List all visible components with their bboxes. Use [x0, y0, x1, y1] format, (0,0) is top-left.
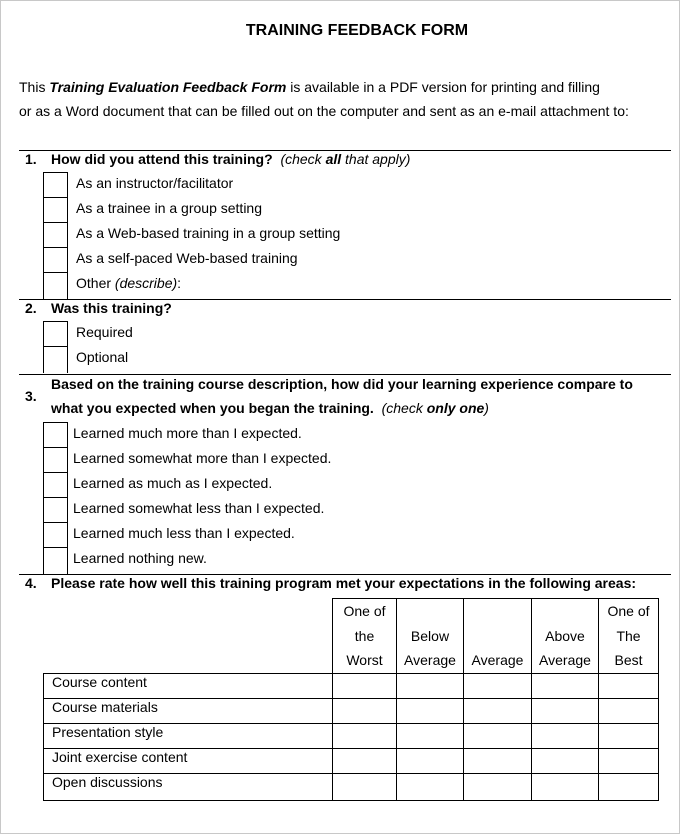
rating-cell[interactable] [333, 723, 397, 748]
rating-cell[interactable] [532, 673, 599, 698]
rating-cell[interactable] [464, 673, 532, 698]
rating-cell[interactable] [464, 773, 532, 800]
table-row [44, 698, 659, 723]
q3-option-text: Learned somewhat more than I expected. [73, 450, 332, 466]
rating-cell[interactable] [333, 673, 397, 698]
q3-option-text: Learned much less than I expected. [73, 525, 295, 541]
header-line: Below [410, 627, 450, 644]
q2-text: Was this training? [51, 300, 172, 316]
rating-table [43, 598, 659, 801]
q2-option-label [76, 320, 133, 345]
rating-cell[interactable] [599, 773, 659, 800]
rating-column-header [333, 599, 397, 674]
q3-option-label [73, 421, 302, 446]
row-label: Course content [44, 673, 333, 698]
q2-option-text: Required [76, 324, 133, 340]
rating-column-header [397, 599, 464, 674]
table-header-blank [44, 599, 333, 674]
header-line: One of [343, 603, 386, 619]
checkbox[interactable] [43, 547, 68, 574]
rating-cell[interactable] [599, 748, 659, 773]
q1-option-label [76, 246, 298, 271]
q1-option-text: Other [76, 275, 115, 291]
intro-line-1 [19, 79, 600, 95]
rating-cell[interactable] [599, 673, 659, 698]
q3-text-line-2 [51, 400, 489, 416]
q3-hint-post: ) [484, 400, 489, 416]
intro-line1-rest: is available in a PDF version for printing and filling [286, 79, 600, 95]
checkbox[interactable] [43, 346, 68, 373]
intro-form-name: Training Evaluation Feedback Form [49, 79, 287, 95]
header-line [397, 599, 463, 624]
rating-cell[interactable] [464, 723, 532, 748]
q1-hint-bold: all [325, 151, 342, 167]
q3-option-label [73, 446, 331, 471]
q3-number: 3. [25, 388, 37, 404]
header-line: Above [545, 627, 585, 644]
checkbox[interactable] [43, 172, 68, 197]
rating-column-header [599, 599, 659, 674]
q3-option-text: Learned somewhat less than I expected. [73, 500, 325, 516]
rating-cell[interactable] [397, 748, 464, 773]
table-row [44, 673, 659, 698]
q1-option-label [76, 221, 340, 246]
header-line [464, 624, 531, 649]
q3-option-label [73, 521, 295, 546]
header-line: Worst [346, 652, 383, 668]
q1-option-text: As a Web-based training in a group setting [76, 225, 341, 241]
checkbox[interactable] [43, 247, 68, 272]
checkbox[interactable] [43, 497, 68, 522]
header-line: the [354, 627, 375, 644]
q1-option-text: As a self-paced Web-based training [76, 250, 298, 266]
divider [19, 374, 671, 375]
row-label: Open discussions [44, 773, 333, 800]
rating-column-header [464, 599, 532, 674]
q1-option-text: As a trainee in a group setting [76, 200, 263, 216]
rating-cell[interactable] [599, 698, 659, 723]
checkbox[interactable] [43, 272, 68, 299]
checkbox[interactable] [43, 447, 68, 472]
q3-text-line-1: Based on the training course description, how did your learning experience compare to [51, 376, 633, 392]
checkbox[interactable] [43, 522, 68, 547]
rating-cell[interactable] [532, 698, 599, 723]
row-label: Joint exercise content [44, 748, 333, 773]
q1-text [51, 151, 410, 167]
q1-option-label [76, 196, 262, 221]
q1-hint-post: that apply) [341, 151, 411, 167]
q3-question-end: what you expected when you began the training. [51, 400, 374, 416]
header-line: Average [539, 652, 591, 668]
q2-option-label [76, 345, 128, 370]
header-line: Average [404, 652, 456, 668]
form-title: TRAINING FEEDBACK FORM [245, 22, 469, 39]
rating-cell[interactable] [532, 748, 599, 773]
q3-option-label [73, 471, 272, 496]
checkbox[interactable] [43, 422, 68, 447]
q1-hint-pre: (check [280, 151, 326, 167]
intro-prefix: This [19, 79, 50, 95]
header-line [464, 599, 531, 624]
q1-option-text: As an instructor/facilitator [76, 175, 234, 191]
checkbox[interactable] [43, 321, 68, 346]
header-line: The [616, 627, 641, 644]
table-row [44, 748, 659, 773]
header-line: Average [471, 652, 524, 668]
q2-option-text: Optional [76, 349, 129, 365]
q4-number: 4. [25, 575, 37, 591]
row-label: Presentation style [44, 723, 333, 748]
q4-text: Please rate how well this training program met your expectations in the following areas: [51, 575, 637, 591]
header-line: Best [614, 652, 643, 668]
checkbox[interactable] [43, 222, 68, 247]
rating-cell[interactable] [464, 698, 532, 723]
rating-cell[interactable] [333, 698, 397, 723]
header-line [532, 599, 598, 624]
checkbox[interactable] [43, 197, 68, 222]
q1-number: 1. [25, 151, 37, 167]
intro-line-2: or as a Word document that can be filled out on the computer and sent as an e-mail attachment to: [19, 103, 629, 119]
rating-cell[interactable] [397, 723, 464, 748]
rating-cell[interactable] [464, 748, 532, 773]
rating-cell[interactable] [333, 748, 397, 773]
q2-number: 2. [25, 300, 37, 316]
other-hint: (describe) [114, 275, 178, 291]
rating-cell[interactable] [397, 773, 464, 800]
q3-option-label [73, 496, 324, 521]
q3-option-label [73, 546, 207, 571]
q3-option-text: Learned nothing new. [73, 550, 207, 566]
other-colon: : [177, 275, 182, 291]
rating-cell[interactable] [333, 773, 397, 800]
rating-column-header [532, 599, 599, 674]
q3-hint-bold: only one [426, 400, 485, 416]
header-line: One of [607, 603, 650, 619]
table-row [44, 723, 659, 748]
q3-hint-pre: (check [381, 400, 427, 416]
table-row [44, 773, 659, 800]
q1-option-label [76, 271, 181, 296]
q3-option-text: Learned as much as I expected. [73, 475, 273, 491]
rating-cell[interactable] [532, 773, 599, 800]
checkbox[interactable] [43, 472, 68, 497]
row-label: Course materials [44, 698, 333, 723]
rating-cell[interactable] [532, 723, 599, 748]
rating-cell[interactable] [397, 673, 464, 698]
q1-question: How did you attend this training? [51, 151, 273, 167]
q3-option-text: Learned much more than I expected. [73, 425, 302, 441]
rating-cell[interactable] [599, 723, 659, 748]
q1-option-label [76, 171, 233, 196]
rating-cell[interactable] [397, 698, 464, 723]
